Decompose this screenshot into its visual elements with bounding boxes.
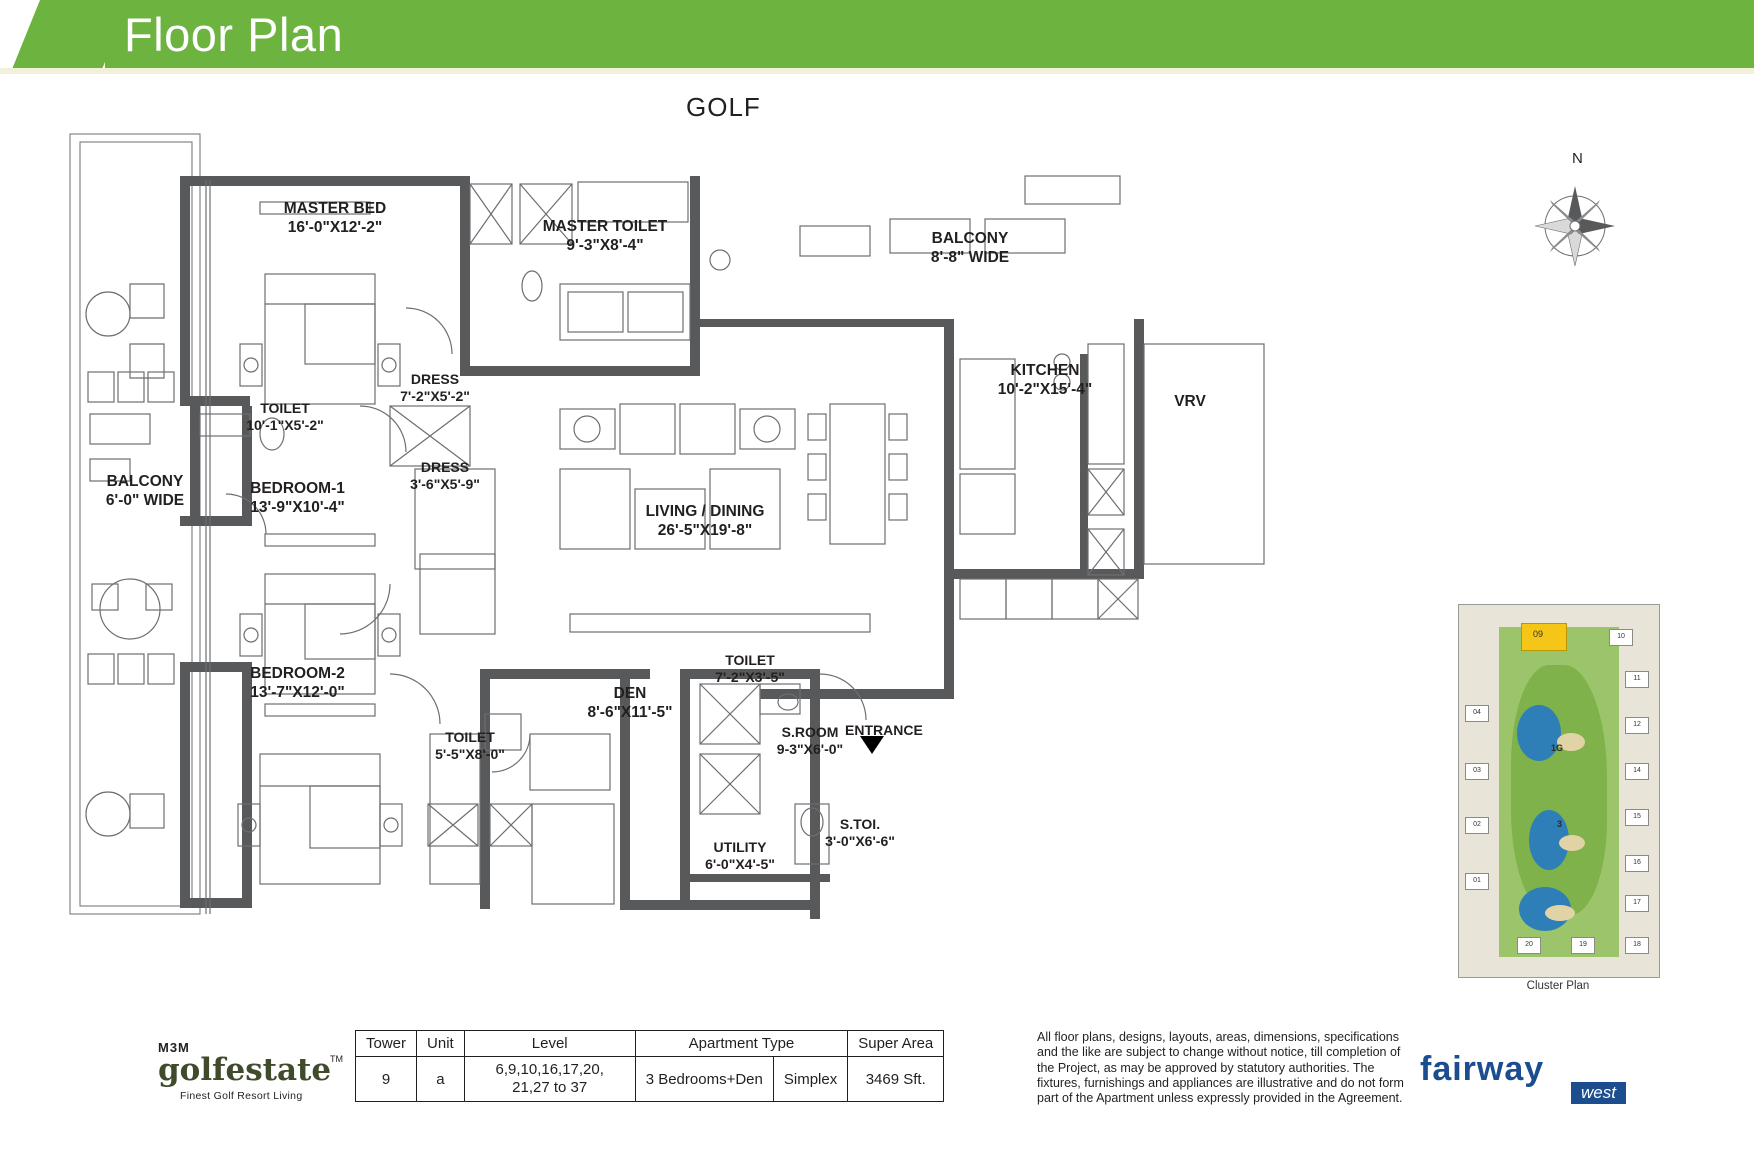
- table-header-row: [356, 1031, 944, 1057]
- room-label-bedroom-2: BEDROOM-2 13'-7"X12'-0": [250, 665, 345, 701]
- cluster-tile-20: 20: [1517, 937, 1541, 954]
- td-simplex: Simplex: [773, 1057, 847, 1102]
- cluster-tile-16: 16: [1625, 855, 1649, 872]
- cluster-tile-17: 17: [1625, 895, 1649, 912]
- cluster-bunker-2: [1559, 835, 1585, 851]
- room-label-master-bed: MASTER BED 16'-0"X12'-2": [283, 200, 387, 236]
- golf-orientation-label: GOLF: [686, 92, 761, 122]
- cluster-tile-01: 01: [1465, 873, 1489, 890]
- room-label-bedroom-1: BEDROOM-1 13'-9"X10'-4": [250, 480, 345, 516]
- room-label-entrance: ENTRANCE: [845, 722, 923, 738]
- cluster-tile-12: 12: [1625, 717, 1649, 734]
- room-label-toilet-den: TOILET 7'-2"X3'-5": [715, 652, 785, 685]
- cluster-plan[interactable]: [1458, 604, 1658, 1004]
- cluster-label-3: 3: [1557, 819, 1563, 829]
- cluster-tile-15: 15: [1625, 809, 1649, 826]
- golfestate-tagline: Finest Golf Resort Living: [180, 1090, 303, 1102]
- m3m-wordmark: M3M: [158, 1040, 190, 1055]
- th-tower: Tower: [356, 1031, 417, 1057]
- golfestate-wordmark: golfestate: [158, 1052, 332, 1088]
- room-label-dress-1: DRESS 7'-2"X5'-2": [400, 371, 470, 404]
- golfestate-tm: TM: [330, 1054, 343, 1064]
- page-title: Floor Plan: [124, 8, 344, 61]
- cluster-tile-04: 04: [1465, 705, 1489, 722]
- golfestate-logo: [158, 1040, 348, 1102]
- room-label-den: DEN 8'-6"X11'-5": [587, 685, 673, 721]
- floor-plan-canvas: [0, 74, 1754, 1004]
- compass-north-label: N: [1572, 150, 1583, 167]
- th-apartment-type: Apartment Type: [635, 1031, 848, 1057]
- room-label-servant-toilet: S.TOI. 3'-0"X6'-6": [825, 816, 895, 849]
- room-label-vrv: VRV: [1174, 393, 1206, 410]
- room-label-servant-room: S.ROOM 9-3"X6'-0": [776, 724, 844, 757]
- disclaimer-text: All floor plans, designs, layouts, areas, dimensions, specifications and the like are subject to change without notice, till completion of the Project, as may be approved by statutory authorities. The fixtures, furnishings and appliances are illustrative and do not form part of the Apartment unless expressly provided in the Agreement.: [1037, 1030, 1404, 1106]
- cluster-plan-caption: Cluster Plan: [1526, 980, 1590, 992]
- cluster-highlight-label: 09: [1533, 629, 1544, 639]
- room-label-balcony-left: BALCONY 6'-0" WIDE: [105, 473, 185, 509]
- td-tower: 9: [356, 1057, 417, 1102]
- cluster-golf-course: [1511, 665, 1607, 915]
- cluster-tile-14: 14: [1625, 763, 1649, 780]
- table-row: [356, 1057, 944, 1102]
- cluster-tile-10: 10: [1609, 629, 1633, 646]
- unit-details-table: [355, 1030, 944, 1102]
- page-header: [0, 0, 1754, 74]
- td-apartment-type: 3 Bedrooms+Den: [635, 1057, 773, 1102]
- compass-rose: [1520, 150, 1630, 274]
- th-super-area: Super Area: [848, 1031, 944, 1057]
- cluster-plan-image: [1458, 604, 1660, 978]
- th-unit: Unit: [417, 1031, 465, 1057]
- cluster-tile-19: 19: [1571, 937, 1595, 954]
- td-unit: a: [417, 1057, 465, 1102]
- cluster-bunker-3: [1545, 905, 1575, 921]
- cluster-label-1g: 1G: [1551, 743, 1564, 753]
- th-level: Level: [464, 1031, 635, 1057]
- room-label-dress-2: DRESS 3'-6"X5'-9": [410, 459, 480, 492]
- room-label-living-dining: LIVING / DINING 26'-5"X19'-8": [645, 503, 765, 539]
- room-label-utility: UTILITY 6'-0"X4'-5": [705, 839, 775, 872]
- room-label-toilet-master-side: TOILET 10'-1"X5'-2": [246, 400, 324, 433]
- cluster-tile-03: 03: [1465, 763, 1489, 780]
- room-label-kitchen: KITCHEN 10'-2"X15'-4": [997, 362, 1093, 398]
- fairway-west-logo: [1420, 1050, 1630, 1110]
- floor-plan-drawing: [60, 114, 1460, 1024]
- fairway-wordmark: fairway: [1420, 1050, 1545, 1088]
- td-level: 6,9,10,16,17,20, 21,27 to 37: [464, 1057, 635, 1102]
- room-label-balcony-top: BALCONY 8'-8" WIDE: [930, 230, 1010, 266]
- room-label-toilet-bedroom2: TOILET 5'-5"X8'-0": [435, 729, 505, 762]
- fairway-sub-wordmark: west: [1571, 1082, 1626, 1104]
- cluster-tile-11: 11: [1625, 671, 1649, 688]
- cluster-highlight-tower: [1521, 623, 1567, 651]
- cluster-tile-02: 02: [1465, 817, 1489, 834]
- room-label-master-toilet: MASTER TOILET 9'-3"X8'-4": [542, 218, 668, 254]
- cluster-tile-18: 18: [1625, 937, 1649, 954]
- td-super-area: 3469 Sft.: [848, 1057, 944, 1102]
